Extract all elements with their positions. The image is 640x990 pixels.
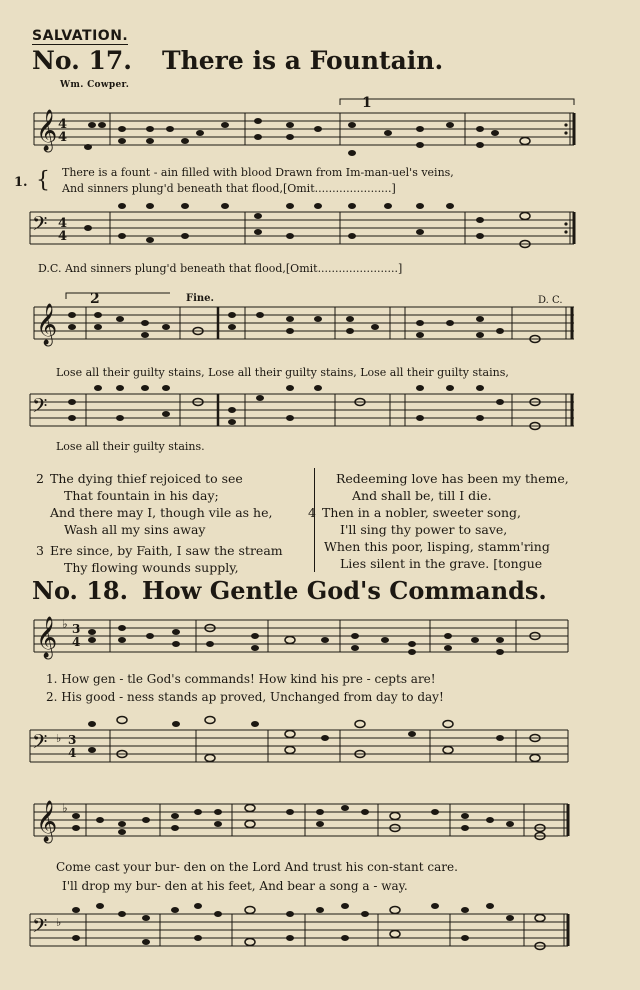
hymn-17-refrain-treble: Lose all their guilty stains, Lose all their guilty stains, Lose all their guilty stains, — [56, 366, 509, 379]
hymn-17-system2-treble — [0, 285, 640, 365]
hymn-17-verses-right — [308, 470, 569, 572]
verse-line: 2 The dying thief rejoiced to see — [36, 471, 243, 486]
hymn-17-system2-bass — [0, 380, 640, 440]
svg-text:3: 3 — [72, 622, 81, 636]
hymn-18-name: How Gentle God's Commands. — [142, 576, 547, 605]
svg-text:𝄞: 𝄞 — [36, 617, 58, 658]
hymn-18-lyric-line3: Come cast your bur- den on the Lord And trust his con-stant care. — [56, 860, 458, 874]
verse-line: That fountain in his day; — [64, 488, 219, 503]
svg-text:4: 4 — [58, 229, 68, 244]
svg-text:4: 4 — [72, 635, 81, 649]
svg-text:𝄢: 𝄢 — [32, 212, 48, 240]
hymn-17-author: Wm. Cowper. — [60, 80, 130, 90]
svg-text:♭: ♭ — [56, 732, 62, 745]
svg-text:♭: ♭ — [62, 801, 68, 815]
hymn-17-system1-bass — [0, 198, 640, 258]
verse-line: And there may I, though vile as he, — [50, 505, 273, 520]
section-label: SALVATION. — [32, 28, 129, 44]
verse-line: Redeeming love has been my theme, — [336, 471, 569, 486]
hymn-18-lyric-verse2: 2. His good - ness stands ap proved, Unchanged from day to day! — [46, 690, 444, 704]
verse-line: And shall be, till I die. — [352, 488, 492, 503]
hymn-17-number: No. 17. — [32, 46, 132, 75]
svg-text:3: 3 — [68, 733, 77, 747]
hymn-18-number: No. 18. — [32, 576, 128, 605]
hymn-18-system2-treble — [0, 790, 640, 860]
hymn-18-system1-treble — [0, 606, 640, 676]
verse-line: 4 Then in a nobler, sweeter song, — [308, 505, 522, 520]
fine-mark: Fine. — [186, 293, 215, 304]
svg-text:𝄢: 𝄢 — [32, 914, 48, 942]
hymn-17-lyric-line1: There is a fount - ain filled with blood Drawn from Im-man-uel's veins, — [62, 166, 454, 179]
hymn-18-system2-bass — [0, 898, 640, 968]
hymn-18-lyric-verse1: 1. How gen - tle God's commands! How kind his pre - cepts are! — [46, 672, 436, 686]
verse-line: Lies silent in the grave. [tongue — [340, 556, 543, 571]
hymn-18-title — [32, 576, 547, 605]
svg-text:𝄢: 𝄢 — [32, 394, 48, 422]
verse-line: Thy flowing wounds supply, — [64, 560, 239, 575]
dc-mark: D. C. — [538, 295, 563, 306]
hymn-18-system1-bass — [0, 710, 640, 780]
svg-text:♭: ♭ — [62, 617, 68, 631]
verse-line: Wash all my sins away — [64, 522, 206, 537]
svg-text:4: 4 — [58, 216, 68, 231]
svg-text:𝄞: 𝄞 — [36, 304, 58, 345]
svg-text:𝄞: 𝄞 — [36, 110, 58, 151]
hymn-17-dc-line: D.C. And sinners plung'd beneath that flood,[Omit.......................] — [38, 262, 403, 275]
hymn-17-verses-left — [36, 470, 283, 576]
verse-line: 3 Ere since, by Faith, I saw the stream — [36, 543, 283, 558]
svg-text:4: 4 — [68, 746, 77, 760]
svg-text:𝄢: 𝄢 — [32, 730, 48, 758]
svg-text:♭: ♭ — [56, 916, 62, 929]
svg-text:4: 4 — [58, 130, 68, 145]
ending-1-mark: 1 — [362, 95, 372, 111]
hymn-17-refrain-bass: Lose all their guilty stains. — [56, 440, 205, 453]
svg-text:4: 4 — [58, 117, 68, 132]
ending-2-mark: 2 — [90, 291, 100, 307]
hymn-17-system1-treble — [0, 95, 640, 175]
svg-text:𝄞: 𝄞 — [36, 801, 58, 842]
hymn-17-lyric-line2: And sinners plung'd beneath that flood,[Omit......................] — [62, 182, 396, 195]
verse-line: When this poor, lisping, stamm'ring — [324, 539, 550, 554]
hymn-17-title — [32, 46, 443, 75]
verse-line: I'll sing thy power to save, — [340, 522, 508, 537]
hymnal-page: SALVATION. No. 17. There is a Fountain. Wm. Cowper. 𝄞 4 4 1 1. { There is a fount - ain filled with blood Drawn from Im-man-uel's veins, And sinners plung'd beneath that flood,[Omit......................] 𝄢 4 4 D.C. And sinners plung'd beneath that flood,[Omit.......................] 𝄞 2 Fine. D. C. Lose all their guilty stains, Lose all their guilty stains, Lose all their guilty stains, 𝄢 Lose all their guilty stains. 2 The dying thief rejoiced to see That fountain in his day; And there may I, though vile as he, Wash all my sins away 3 Ere since, by Faith, I saw the stream Thy flowing wounds supply, Redeeming love has been my theme, And shall be, till I die. 4 Then in a nobler, sweeter song, I'll sing thy power to save, When this poor, lisping, stamm'ring Lies silent in the grave. [tongue No. 18. How Gentle God's Commands. 𝄞 ♭ 3 4 1. How gen - tle God's commands! How kind his pre - cepts are! 2. His good - ness stands ap proved, Unchanged from day to day! 𝄢 ♭ 3 4 𝄞 ♭ Come cast your bur- den on the Lord And trust his con-stant care. I'll drop my bur- den at his feet, And bear a song a - way. 𝄢 ♭ — [0, 0, 640, 990]
hymn-18-lyric-line4: I'll drop my bur- den at his feet, And bear a song a - way. — [62, 879, 408, 893]
hymn-17-name: There is a Fountain. — [162, 46, 444, 75]
verse-1-number: 1. — [14, 175, 28, 190]
